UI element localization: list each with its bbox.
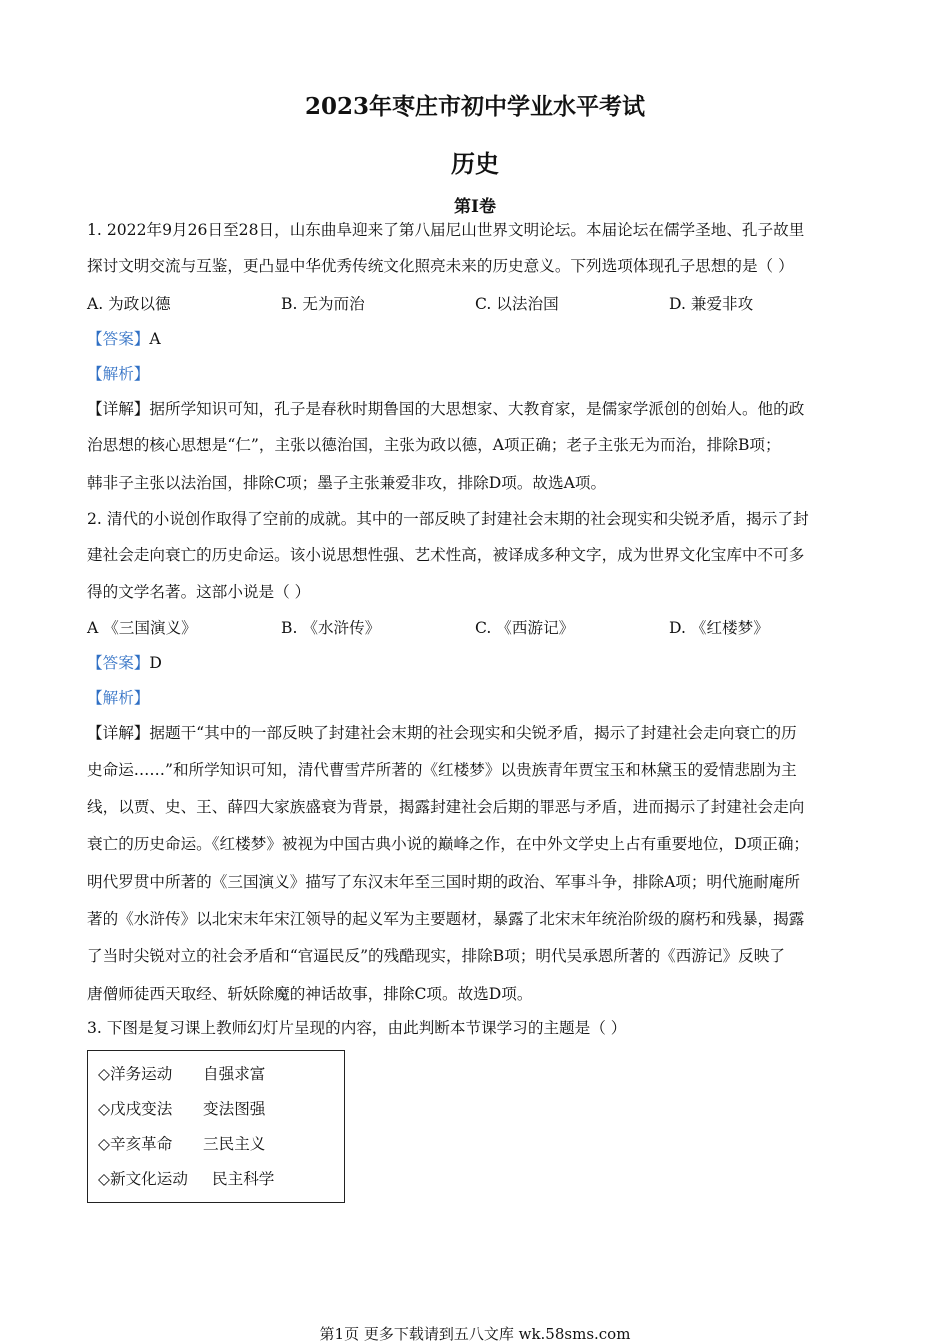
answer-tag: 【答案】	[87, 654, 150, 672]
q2-detail-line: 线，以贾、史、王、薛四大家族盛衰为背景，揭露封建社会后期的罪恶与矛盾，进而揭示了封建社会走向	[87, 798, 805, 816]
subject-title: 历史	[451, 149, 499, 178]
q1-answer	[87, 329, 161, 349]
q2-stem-line: 建社会走向衰亡的历史命运。该小说思想性强、艺术性高，被译成多种文字，成为世界文化宝库中不可多	[87, 546, 805, 564]
q3-stem-line: 3. 下图是复习课上教师幻灯片呈现的内容，由此判断本节课学习的主题是（ ）	[87, 1019, 627, 1037]
q1-detail-line	[87, 399, 804, 419]
detail-tag: 【详解】	[87, 400, 150, 418]
q1-option-b: B. 无为而治	[281, 295, 365, 313]
slide-row	[98, 1167, 274, 1189]
q2-detail-line: 明代罗贯中所著的《三国演义》描写了东汉末年至三国时期的政治、军事斗争，排除A项；明代施耐庵所	[87, 873, 800, 891]
slide-theme: 自强求富	[203, 1065, 266, 1083]
detail-text: 据题干“其中的一部反映了封建社会末期的社会现实和尖锐矛盾，揭示了封建社会走向衰亡的历	[149, 724, 797, 742]
slide-item: ◇新文化运动	[98, 1170, 188, 1188]
q1-stem-line: 探讨文明交流与互鉴，更凸显中华优秀传统文化照亮未来的历史意义。下列选项体现孔子思想的是（ ）	[87, 257, 794, 275]
slide-item: ◇洋务运动	[98, 1065, 173, 1083]
q1-detail-line: 韩非子主张以法治国，排除C项；墨子主张兼爱非攻，排除D项。故选A项。	[87, 474, 607, 492]
exam-title: 2023年枣庄市初中学业水平考试	[304, 93, 645, 120]
q2-detail-line: 了当时尖锐对立的社会矛盾和“官逼民反”的残酷现实，排除B项；明代吴承恩所著的《西游记》反映了	[87, 947, 785, 965]
q2-option-a: A 《三国演义》	[87, 619, 197, 637]
q1-option-a: A. 为政以德	[87, 295, 171, 313]
q2-detail-line: 衰亡的历史命运。《红楼梦》被视为中国古典小说的巅峰之作，在中外文学史上占有重要地位，D项正确；	[87, 835, 810, 853]
answer-tag: 【答案】	[87, 330, 150, 348]
q2-analysis-tag: 【解析】	[87, 689, 150, 707]
q2-option-b: B. 《水浒传》	[281, 619, 381, 637]
q1-option-c: C. 以法治国	[475, 295, 559, 313]
answer-value: D	[149, 654, 162, 672]
slide-theme: 三民主义	[203, 1135, 266, 1153]
slide-row	[98, 1097, 265, 1119]
q1-analysis-tag: 【解析】	[87, 365, 150, 383]
slide-theme: 变法图强	[203, 1100, 266, 1118]
section-title: 第Ⅰ卷	[454, 197, 496, 217]
q1-detail-line: 治思想的核心思想是“仁”，主张以德治国，主张为政以德，A项正确；老子主张无为而治，排除B项；	[87, 436, 781, 454]
detail-tag: 【详解】	[87, 724, 150, 742]
q1-stem-line: 1. 2022年9月26日至28日，山东曲阜迎来了第八届尼山世界文明论坛。本届论坛在儒学圣地、孔子故里	[87, 221, 805, 239]
q2-detail-line	[87, 723, 797, 743]
slide-row	[98, 1132, 265, 1154]
q2-option-d: D. 《红楼梦》	[669, 619, 769, 637]
q2-answer	[87, 653, 162, 673]
slide-row	[98, 1062, 265, 1084]
page-footer: 第1页 更多下载请到五八文库 wk.58sms.com	[319, 1325, 631, 1343]
q2-option-c: C. 《西游记》	[475, 619, 575, 637]
q2-detail-line: 著的《水浒传》以北宋末年宋江领导的起义军为主要题材，暴露了北宋末年统治阶级的腐朽和残暴，揭露	[87, 910, 805, 928]
slide-box	[87, 1050, 345, 1203]
slide-item: ◇辛亥革命	[98, 1135, 173, 1153]
q2-stem-line: 得的文学名著。这部小说是（ ）	[87, 583, 311, 601]
q1-option-d: D. 兼爱非攻	[669, 295, 754, 313]
q2-detail-line: 史命运……”和所学知识可知，清代曹雪芹所著的《红楼梦》以贵族青年贾宝玉和林黛玉的爱情悲剧为主	[87, 761, 797, 779]
slide-theme: 民主科学	[212, 1170, 275, 1188]
slide-item: ◇戊戌变法	[98, 1100, 173, 1118]
detail-text: 据所学知识可知，孔子是春秋时期鲁国的大思想家、大教育家，是儒家学派创的创始人。他的政	[149, 400, 805, 418]
q2-detail-line: 唐僧师徒西天取经、斩妖除魔的神话故事，排除C项。故选D项。	[87, 985, 533, 1003]
answer-value: A	[149, 330, 161, 348]
q2-stem-line: 2. 清代的小说创作取得了空前的成就。其中的一部反映了封建社会末期的社会现实和尖锐矛盾，揭示了封	[87, 510, 809, 528]
